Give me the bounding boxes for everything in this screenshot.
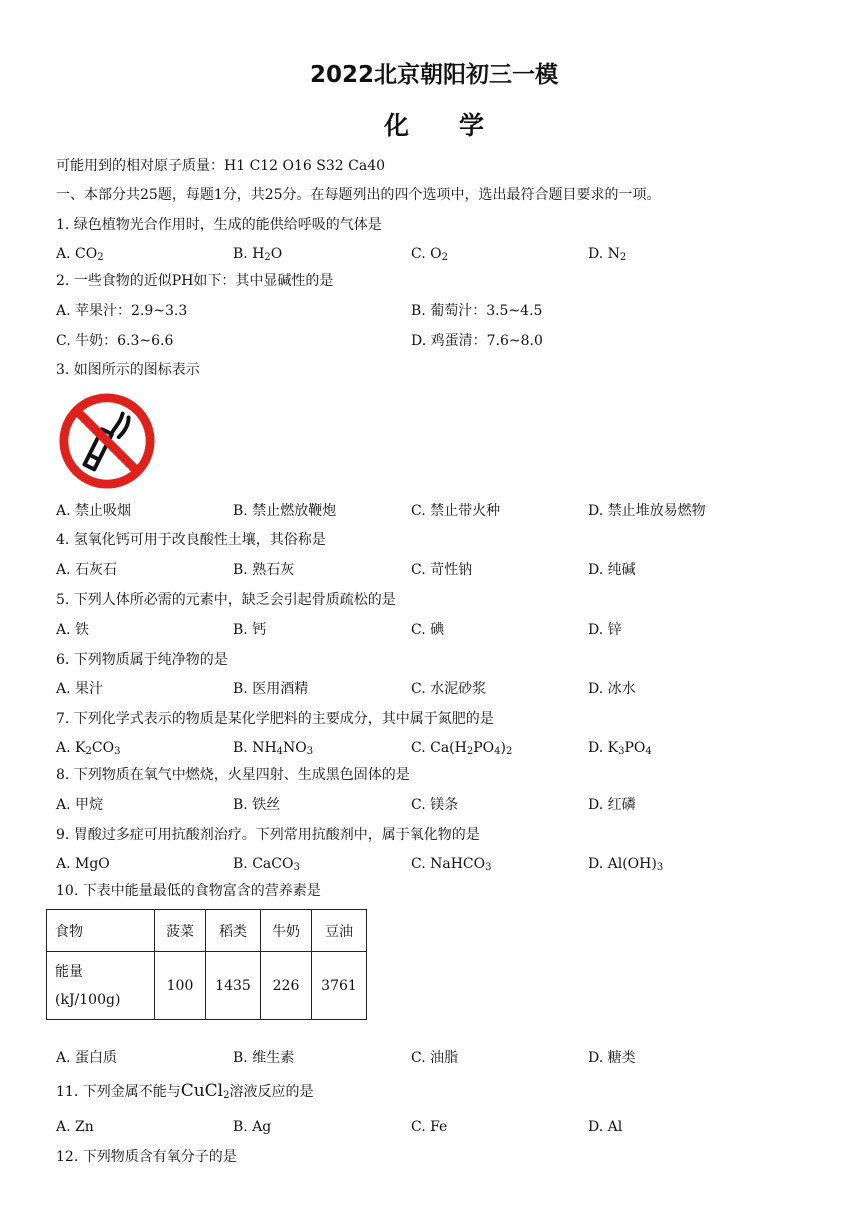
table-row (47, 952, 367, 1020)
table-header-cell: 稻类 (206, 910, 261, 952)
question-6: 6. 下列物质属于纯净物的是 (56, 652, 228, 668)
table-row-label: 能量 (kJ/100g) (47, 952, 155, 1020)
table-cell: 3761 (312, 952, 367, 1020)
question-10: 10. 下表中能量最低的食物富含的营养素是 (56, 883, 321, 899)
q4-option-b: B. 熟石灰 (233, 562, 295, 578)
table-cell: 1435 (206, 952, 261, 1020)
q9-option-c: C. NaHCO$_3$ (411, 856, 492, 873)
q7-option-c: C. $Ca(H_2PO_4)_2$ (411, 740, 513, 757)
table-header-cell: 牛奶 (261, 910, 312, 952)
question-12: 12. 下列物质含有氧分子的是 (56, 1149, 237, 1165)
q9-option-a: A. MgO (56, 856, 110, 872)
q1-option-d: D. $N_2$ (588, 246, 627, 263)
q8-option-b: B. 铁丝 (233, 797, 281, 813)
question-1: 1. 绿色植物光合作用时，生成的能供给呼吸的气体是 (56, 217, 382, 233)
q2-option-d: D. 鸡蛋清：7.6~8.0 (411, 333, 543, 349)
question-2: 2. 一些食物的近似PH如下：其中显碱性的是 (56, 273, 334, 289)
q1-option-b: B. $H_2O$ (233, 246, 283, 263)
q11-option-a: A. Zn (56, 1119, 94, 1135)
q8-option-a: A. 甲烷 (56, 797, 104, 813)
q7-option-d: D. $K_3PO_4$ (588, 740, 652, 757)
table-header-cell: 食物 (47, 910, 155, 952)
q3-option-b: B. 禁止燃放鞭炮 (233, 503, 337, 519)
question-5: 5. 下列人体所必需的元素中，缺乏会引起骨质疏松的是 (56, 592, 396, 608)
q5-option-d: D. 锌 (588, 622, 622, 638)
table-header-cell: 豆油 (312, 910, 367, 952)
q6-option-d: D. 冰水 (588, 681, 636, 697)
q10-option-c: C. 油脂 (411, 1050, 459, 1066)
q11-option-b: B. Ag (233, 1119, 272, 1135)
q4-option-a: A. 石灰石 (56, 562, 118, 578)
q3-option-d: D. 禁止堆放易燃物 (588, 503, 706, 519)
q10-option-d: D. 糖类 (588, 1050, 636, 1066)
energy-table (46, 909, 367, 1020)
q7-option-a: A. $K_2CO_3$ (56, 740, 121, 757)
table-header-cell: 菠菜 (155, 910, 206, 952)
question-4: 4. 氢氧化钙可用于改良酸性土壤，其俗称是 (56, 532, 326, 548)
q8-option-d: D. 红磷 (588, 797, 636, 813)
question-7: 7. 下列化学式表示的物质是某化学肥料的主要成分，其中属于氮肥的是 (56, 711, 494, 727)
question-8: 8. 下列物质在氧气中燃烧，火星四射、生成黑色固体的是 (56, 767, 410, 783)
subject-title: 化 学 (383, 111, 485, 140)
q7-option-b: B. $NH_4NO_3$ (233, 740, 314, 757)
q9-option-d: D. $Al(OH)_3$ (588, 856, 664, 873)
table-cell: 226 (261, 952, 312, 1020)
q6-option-c: C. 水泥砂浆 (411, 681, 487, 697)
q5-option-c: C. 碘 (411, 622, 445, 638)
exam-title: 2022北京朝阳初三一模 (309, 62, 558, 88)
q4-option-c: C. 苛性钠 (411, 562, 473, 578)
question-3: 3. 如图所示的图标表示 (56, 362, 200, 378)
q1-option-a: A. $CO_2$ (56, 246, 104, 263)
q6-option-b: B. 医用酒精 (233, 681, 309, 697)
q5-option-b: B. 钙 (233, 622, 267, 638)
table-cell: 100 (155, 952, 206, 1020)
q10-option-a: A. 蛋白质 (56, 1050, 118, 1066)
table-header-row (47, 910, 367, 952)
q2-option-a: A. 苹果汁：2.9~3.3 (56, 303, 188, 319)
question-11: 11. 下列金属不能与CuCl$_2$溶液反应的是 (56, 1081, 314, 1101)
q4-option-d: D. 纯碱 (588, 562, 636, 578)
q3-option-c: C. 禁止带火种 (411, 503, 501, 519)
atomic-masses: 可能用到的相对原子质量：H1 C12 O16 S32 Ca40 (56, 158, 386, 174)
q2-option-b: B. 葡萄汁：3.5~4.5 (411, 303, 543, 319)
no-smoking-icon (58, 392, 156, 490)
q10-option-b: B. 维生素 (233, 1050, 295, 1066)
q2-option-c: C. 牛奶：6.3~6.6 (56, 333, 174, 349)
cucl2-formula: CuCl$_2$ (180, 1081, 230, 1101)
q9-option-b: B. CaCO$_3$ (233, 856, 300, 873)
q1-option-c: C. $O_2$ (411, 246, 448, 263)
q3-option-a: A. 禁止吸烟 (56, 503, 132, 519)
question-9: 9. 胃酸过多症可用抗酸剂治疗。下列常用抗酸剂中，属于氧化物的是 (56, 827, 480, 843)
q11-option-d: D. Al (588, 1119, 623, 1135)
q5-option-a: A. 铁 (56, 622, 90, 638)
q6-option-a: A. 果汁 (56, 681, 104, 697)
q8-option-c: C. 镁条 (411, 797, 459, 813)
q11-option-c: C. Fe (411, 1119, 448, 1135)
section-instructions: 一、本部分共25题，每题1分，共25分。在每题列出的四个选项中，选出最符合题目要求的一项。 (56, 187, 661, 203)
